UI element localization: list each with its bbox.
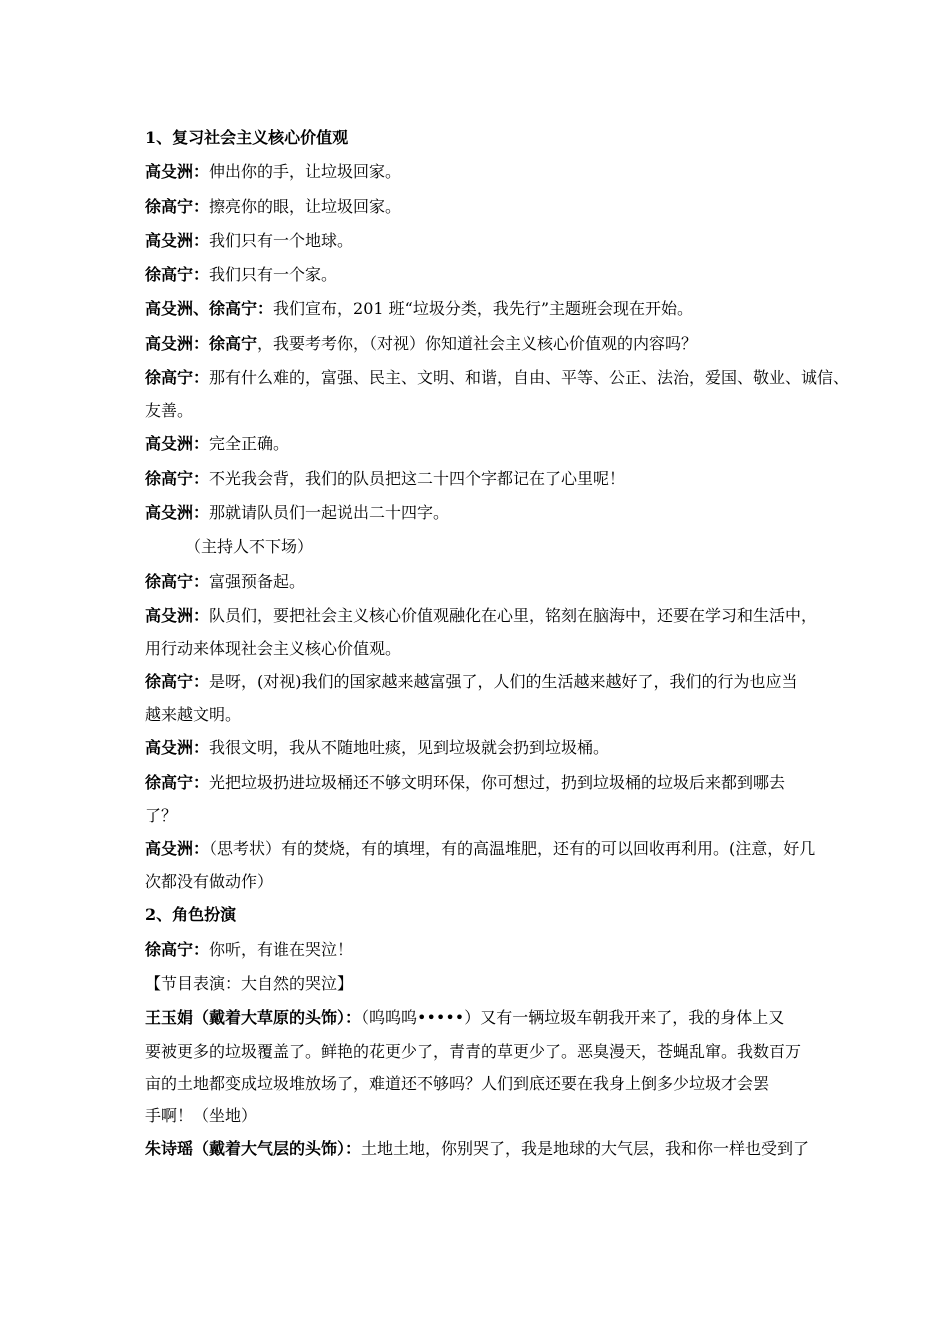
dialogue-line <box>145 224 813 258</box>
dialogue-continuation: 手啊！（坐地） <box>145 1105 258 1125</box>
dialogue-text: 那有什么难的，富强、民主、文明、和谐，自由、平等、公正、法治，爱国、敬业、诚信、 <box>209 368 850 388</box>
speaker-name: 高殳洲： <box>145 839 210 859</box>
dialogue-line <box>145 565 813 599</box>
speaker-name: 徐高宁： <box>145 265 210 285</box>
dialogue-text: 我很文明，我从不随地吐痰，见到垃圾就会扔到垃圾桶。 <box>209 738 610 758</box>
dialogue-continuation: 次都没有做动作） <box>145 872 274 892</box>
dialogue-line <box>145 599 818 633</box>
stage-direction: （主持人不下场） <box>185 537 314 557</box>
dialogue-text: 是呀，(对视)我们的国家越来越富强了，人们的生活越来越好了，我们的行为也应当 <box>209 672 798 692</box>
dialogue-continuation: 了？ <box>145 806 178 826</box>
speaker-name: 徐高宁： <box>145 672 210 692</box>
dialogue-line <box>145 427 813 461</box>
dialogue-line <box>145 933 813 967</box>
speaker-name: 徐高宁： <box>145 939 210 959</box>
speaker-name: 朱诗瑶（戴着大气层的头饰）： <box>145 1138 362 1158</box>
speaker-name: 徐高宁： <box>145 196 210 216</box>
dialogue-text: 我们宣布，201 班“垃圾分类，我先行”主题班会现在开始。 <box>273 299 694 319</box>
dialogue-text: 那就请队员们一起说出二十四字。 <box>209 502 450 522</box>
speaker-name: 高殳洲、徐高宁： <box>145 299 274 319</box>
dialogue-continuation: 亩的土地都变成垃圾堆放场了，难道还不够吗？人们到底还要在我身上倒多少垃圾才会罢 <box>145 1073 770 1093</box>
speaker-name: 高殳洲： <box>145 333 210 353</box>
dialogue-line <box>145 327 813 361</box>
addressee-name: 徐高宁 <box>209 333 258 353</box>
speaker-name: 高殳洲： <box>145 230 210 250</box>
dialogue-text: （思考状）有的焚烧，有的填埋，有的高温堆肥，还有的可以回收再利用。(注意，好几 <box>209 839 816 859</box>
dialogue-line <box>145 361 850 395</box>
dialogue-line <box>145 292 813 326</box>
dialogue-text: 光把垃圾扔进垃圾桶还不够文明环保，你可想过，扔到垃圾桶的垃圾后来都到哪去 <box>209 772 786 792</box>
dialogue-text: 你听，有谁在哭泣！ <box>209 939 354 959</box>
section-heading-role-play: 2、角色扮演 <box>145 905 237 925</box>
dialogue-line <box>145 155 813 189</box>
dialogue-line <box>145 496 813 530</box>
section-heading-review-values: 1、复习社会主义核心价值观 <box>145 128 349 147</box>
dialogue-text: 我们只有一个家。 <box>209 265 338 285</box>
dialogue-text: 我们只有一个地球。 <box>209 230 354 250</box>
dialogue-line <box>145 1132 813 1166</box>
speaker-name: 高殳洲： <box>145 162 210 182</box>
dialogue-continuation: 越来越文明。 <box>145 705 242 725</box>
dialogue-continuation: 友善。 <box>145 401 194 421</box>
program-title: 【节目表演：大自然的哭泣】 <box>145 973 354 993</box>
dialogue-text: （呜呜呜•••••）又有一辆垃圾车朝我开来了，我的身体上又 <box>361 1008 785 1028</box>
dialogue-line <box>145 462 813 496</box>
speaker-name: 徐高宁： <box>145 571 210 591</box>
speaker-name: 高殳洲： <box>145 434 210 454</box>
dialogue-line <box>145 1001 813 1035</box>
dialogue-text: 富强预备起。 <box>209 571 306 591</box>
dialogue-text: ，我要考考你，（对视）你知道社会主义核心价值观的内容吗？ <box>257 333 698 353</box>
speaker-name: 高殳洲： <box>145 738 210 758</box>
dialogue-line <box>145 665 813 699</box>
document-body <box>145 121 850 1166</box>
dialogue-text: 土地土地，你别哭了，我是地球的大气层，我和你一样也受到了 <box>361 1138 810 1158</box>
dialogue-line <box>145 190 813 224</box>
speaker-name: 王玉娟（戴着大草原的头饰）： <box>145 1008 362 1028</box>
speaker-name: 高殳洲： <box>145 502 210 522</box>
speaker-name: 徐高宁： <box>145 468 210 488</box>
speaker-name: 高殳洲： <box>145 605 210 625</box>
dialogue-line <box>145 258 813 292</box>
dialogue-text: 伸出你的手，让垃圾回家。 <box>209 162 402 182</box>
dialogue-line <box>145 731 813 765</box>
speaker-name: 徐高宁： <box>145 772 210 792</box>
dialogue-text: 擦亮你的眼，让垃圾回家。 <box>209 196 402 216</box>
dialogue-text: 不光我会背，我们的队员把这二十四个字都记在了心里呢！ <box>209 468 626 488</box>
dialogue-text: 完全正确。 <box>209 434 290 454</box>
dialogue-line <box>145 766 813 800</box>
dialogue-line <box>145 832 816 866</box>
dialogue-continuation: 要被更多的垃圾覆盖了。鲜艳的花更少了，青青的草更少了。恶臭漫天，苍蝇乱窜。我数百万 <box>145 1041 802 1061</box>
dialogue-continuation: 用行动来体现社会主义核心价值观。 <box>145 639 402 659</box>
dialogue-text: 队员们，要把社会主义核心价值观融化在心里，铭刻在脑海中，还要在学习和生活中， <box>209 605 818 625</box>
speaker-name: 徐高宁： <box>145 368 210 388</box>
